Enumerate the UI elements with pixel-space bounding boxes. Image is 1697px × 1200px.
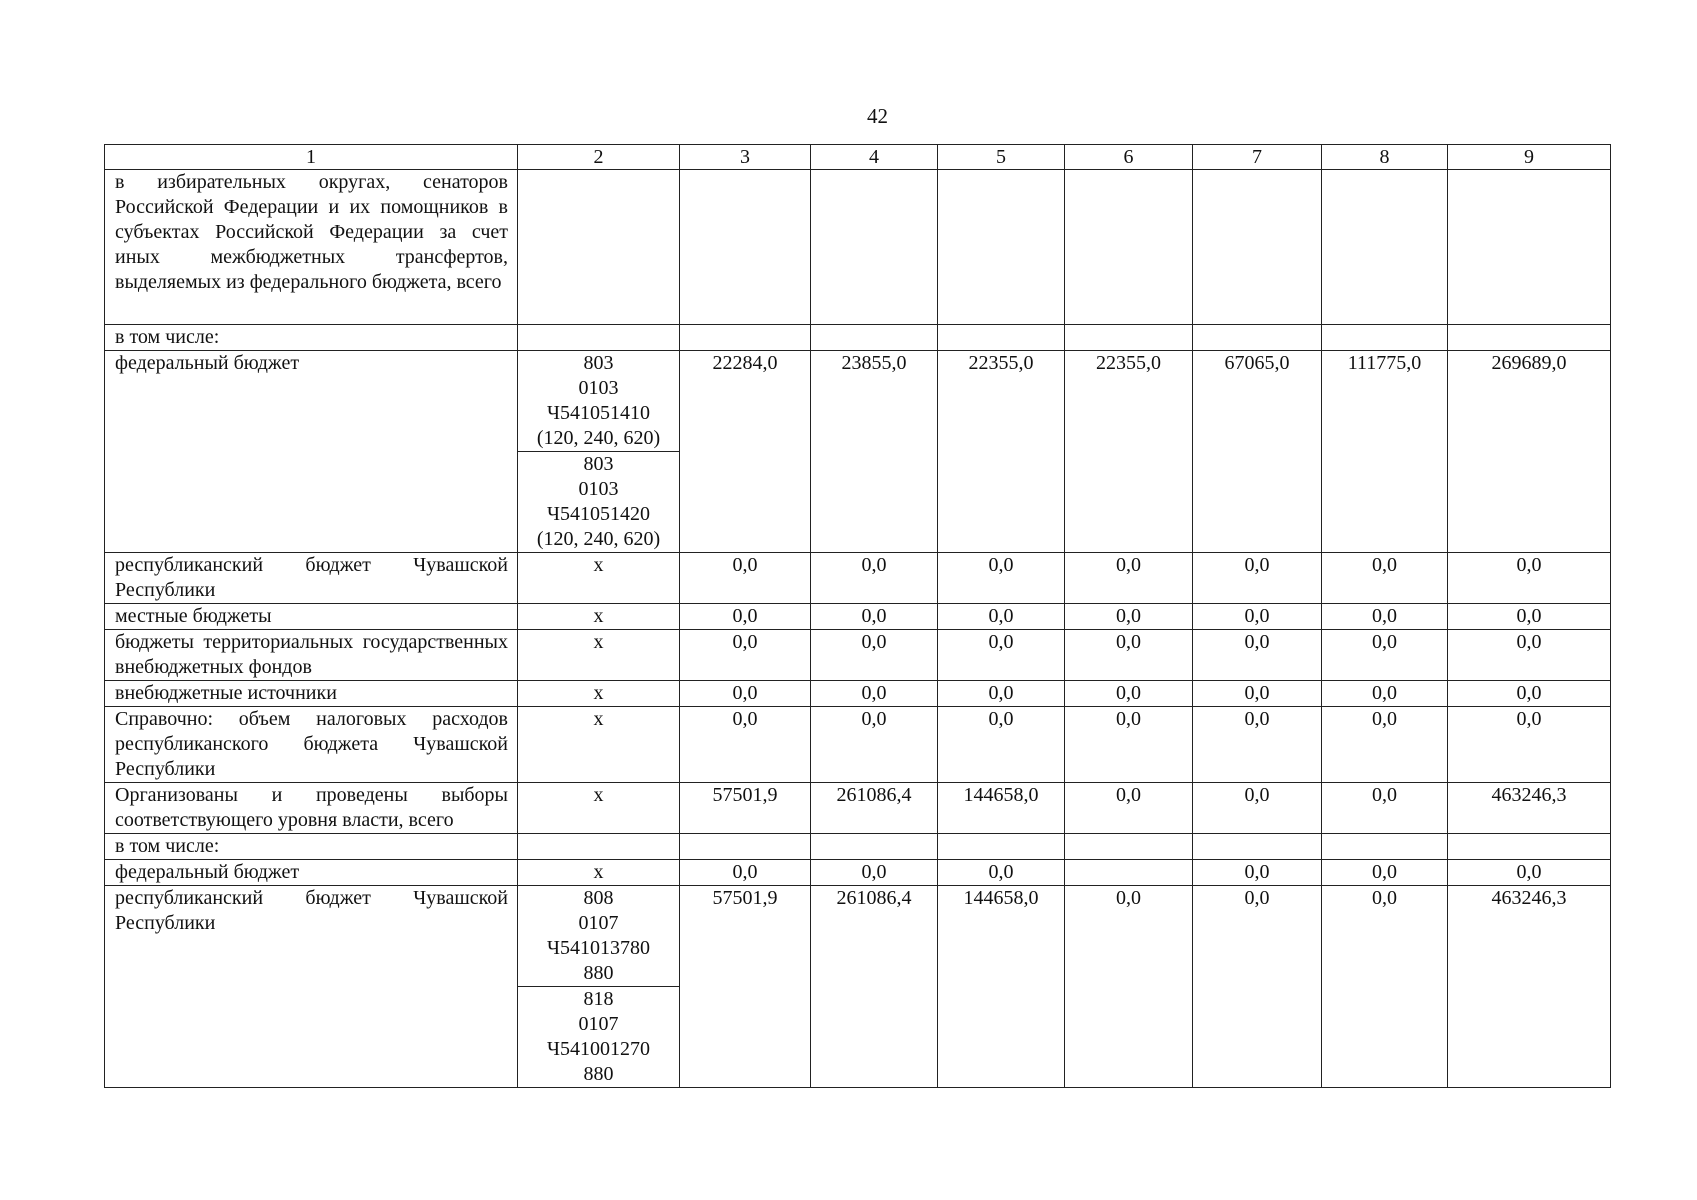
table-row bbox=[105, 783, 1611, 834]
value-cell: 0,0 bbox=[1322, 681, 1448, 707]
value-cell: 261086,4 bbox=[811, 783, 938, 834]
budget-code-cell bbox=[518, 681, 680, 707]
row-label: бюджеты территориальных государственных внебюджетных фондов bbox=[105, 630, 518, 681]
table-row bbox=[105, 630, 1611, 681]
table-row bbox=[105, 860, 1611, 886]
value-cell bbox=[1065, 325, 1193, 351]
value-cell: 0,0 bbox=[1193, 860, 1322, 886]
budget-code-cell bbox=[518, 325, 680, 351]
value-cell: 0,0 bbox=[1448, 860, 1611, 886]
table-header-row bbox=[105, 145, 1611, 170]
value-cell: 0,0 bbox=[1065, 783, 1193, 834]
value-cell: 0,0 bbox=[1448, 707, 1611, 783]
value-cell: 0,0 bbox=[680, 630, 811, 681]
value-cell: 0,0 bbox=[938, 707, 1065, 783]
column-header: 1 bbox=[105, 145, 518, 170]
table-row bbox=[105, 886, 1611, 1088]
value-cell: 0,0 bbox=[1065, 553, 1193, 604]
budget-code-cell bbox=[518, 834, 680, 860]
column-header: 7 bbox=[1193, 145, 1322, 170]
row-label: в том числе: bbox=[105, 834, 518, 860]
value-cell: 0,0 bbox=[938, 553, 1065, 604]
value-cell: 0,0 bbox=[938, 860, 1065, 886]
value-cell bbox=[680, 325, 811, 351]
value-cell: 0,0 bbox=[1448, 604, 1611, 630]
column-header: 5 bbox=[938, 145, 1065, 170]
value-cell: 0,0 bbox=[680, 681, 811, 707]
table-row bbox=[105, 681, 1611, 707]
value-cell: 0,0 bbox=[1065, 604, 1193, 630]
budget-code-cell bbox=[518, 351, 680, 553]
value-cell: 0,0 bbox=[811, 860, 938, 886]
value-cell: 22355,0 bbox=[938, 351, 1065, 553]
value-cell bbox=[811, 325, 938, 351]
value-cell: 22284,0 bbox=[680, 351, 811, 553]
budget-code: x bbox=[593, 682, 604, 704]
table-row bbox=[105, 325, 1611, 351]
table-row bbox=[105, 553, 1611, 604]
page-number: 42 bbox=[867, 104, 888, 128]
budget-code: x bbox=[593, 631, 604, 653]
value-cell: 144658,0 bbox=[938, 783, 1065, 834]
value-cell: 463246,3 bbox=[1448, 886, 1611, 1088]
table-row bbox=[105, 707, 1611, 783]
value-cell: 57501,9 bbox=[680, 886, 811, 1088]
value-cell: 0,0 bbox=[938, 681, 1065, 707]
budget-table bbox=[104, 144, 1611, 1088]
budget-code-cell bbox=[518, 630, 680, 681]
value-cell bbox=[938, 170, 1065, 325]
value-cell: 0,0 bbox=[938, 604, 1065, 630]
value-cell: 0,0 bbox=[1322, 630, 1448, 681]
value-cell bbox=[680, 834, 811, 860]
value-cell bbox=[1065, 860, 1193, 886]
value-cell bbox=[1322, 325, 1448, 351]
value-cell: 0,0 bbox=[1065, 886, 1193, 1088]
value-cell bbox=[811, 834, 938, 860]
row-label: республиканский бюджет Чувашской Республики bbox=[105, 553, 518, 604]
row-label: в том числе: bbox=[105, 325, 518, 351]
table-row bbox=[105, 604, 1611, 630]
value-cell: 0,0 bbox=[1448, 681, 1611, 707]
value-cell: 0,0 bbox=[1193, 681, 1322, 707]
value-cell: 261086,4 bbox=[811, 886, 938, 1088]
budget-code-cell bbox=[518, 553, 680, 604]
value-cell: 0,0 bbox=[1322, 707, 1448, 783]
value-cell: 0,0 bbox=[680, 604, 811, 630]
value-cell: 22355,0 bbox=[1065, 351, 1193, 553]
value-cell: 0,0 bbox=[811, 681, 938, 707]
value-cell bbox=[938, 834, 1065, 860]
value-cell: 0,0 bbox=[680, 553, 811, 604]
row-label: федеральный бюджет bbox=[105, 860, 518, 886]
value-cell bbox=[1193, 834, 1322, 860]
value-cell bbox=[1448, 170, 1611, 325]
value-cell bbox=[680, 170, 811, 325]
value-cell: 0,0 bbox=[1193, 604, 1322, 630]
value-cell: 0,0 bbox=[1322, 604, 1448, 630]
budget-code-cell bbox=[518, 604, 680, 630]
row-label: внебюджетные источники bbox=[105, 681, 518, 707]
value-cell: 463246,3 bbox=[1448, 783, 1611, 834]
row-label: Организованы и проведены выборы соответствующего уровня власти, всего bbox=[105, 783, 518, 834]
row-label: Справочно: объем налоговых расходов республиканского бюджета Чувашской Республики bbox=[105, 707, 518, 783]
value-cell bbox=[1322, 834, 1448, 860]
value-cell: 0,0 bbox=[1193, 553, 1322, 604]
column-header: 6 bbox=[1065, 145, 1193, 170]
table-body bbox=[105, 170, 1611, 1088]
column-header: 9 bbox=[1448, 145, 1611, 170]
value-cell: 0,0 bbox=[680, 860, 811, 886]
value-cell: 0,0 bbox=[1322, 860, 1448, 886]
budget-code: x bbox=[593, 605, 604, 627]
value-cell: 0,0 bbox=[1065, 707, 1193, 783]
value-cell: 0,0 bbox=[1322, 553, 1448, 604]
value-cell: 0,0 bbox=[1322, 886, 1448, 1088]
value-cell: 0,0 bbox=[1322, 783, 1448, 834]
value-cell: 111775,0 bbox=[1322, 351, 1448, 553]
budget-code: x bbox=[593, 708, 604, 730]
value-cell: 0,0 bbox=[811, 604, 938, 630]
value-cell: 0,0 bbox=[1065, 681, 1193, 707]
value-cell: 67065,0 bbox=[1193, 351, 1322, 553]
table-row bbox=[105, 834, 1611, 860]
budget-code-cell bbox=[518, 886, 680, 1088]
value-cell: 0,0 bbox=[1193, 707, 1322, 783]
budget-code-cell bbox=[518, 783, 680, 834]
value-cell: 0,0 bbox=[1193, 630, 1322, 681]
value-cell: 269689,0 bbox=[1448, 351, 1611, 553]
budget-code: 803 0103 Ч541051420 (120, 240, 620) bbox=[518, 451, 679, 552]
value-cell: 0,0 bbox=[811, 630, 938, 681]
value-cell: 57501,9 bbox=[680, 783, 811, 834]
value-cell bbox=[1065, 170, 1193, 325]
column-header: 8 bbox=[1322, 145, 1448, 170]
value-cell bbox=[811, 170, 938, 325]
value-cell: 0,0 bbox=[1193, 783, 1322, 834]
budget-code: 818 0107 Ч541001270 880 bbox=[518, 986, 679, 1087]
value-cell bbox=[1193, 170, 1322, 325]
value-cell bbox=[1065, 834, 1193, 860]
row-label: в избирательных округах, сенаторов Российской Федерации и их помощников в субъектах Российской Федерации за счет иных межбюджетных трансфертов, выделяемых из федерального бюджета, всего bbox=[105, 170, 518, 325]
budget-code-cell bbox=[518, 170, 680, 325]
column-header: 4 bbox=[811, 145, 938, 170]
budget-code: x bbox=[593, 554, 604, 576]
value-cell: 0,0 bbox=[1065, 630, 1193, 681]
value-cell: 144658,0 bbox=[938, 886, 1065, 1088]
budget-code: 808 0107 Ч541013780 880 bbox=[547, 887, 650, 984]
value-cell: 0,0 bbox=[811, 707, 938, 783]
table-row bbox=[105, 170, 1611, 325]
column-header: 3 bbox=[680, 145, 811, 170]
value-cell: 0,0 bbox=[1448, 553, 1611, 604]
value-cell: 23855,0 bbox=[811, 351, 938, 553]
value-cell bbox=[1448, 834, 1611, 860]
row-label: республиканский бюджет Чувашской Республики bbox=[105, 886, 518, 1088]
value-cell bbox=[938, 325, 1065, 351]
budget-code: 803 0103 Ч541051410 (120, 240, 620) bbox=[536, 352, 661, 449]
budget-code: x bbox=[593, 861, 604, 883]
value-cell: 0,0 bbox=[1448, 630, 1611, 681]
value-cell bbox=[1448, 325, 1611, 351]
value-cell: 0,0 bbox=[938, 630, 1065, 681]
value-cell: 0,0 bbox=[1193, 886, 1322, 1088]
value-cell: 0,0 bbox=[811, 553, 938, 604]
value-cell bbox=[1193, 325, 1322, 351]
row-label: местные бюджеты bbox=[105, 604, 518, 630]
budget-code-cell bbox=[518, 860, 680, 886]
table-row bbox=[105, 351, 1611, 553]
budget-code: x bbox=[593, 784, 604, 806]
row-label: федеральный бюджет bbox=[105, 351, 518, 553]
value-cell bbox=[1322, 170, 1448, 325]
value-cell: 0,0 bbox=[680, 707, 811, 783]
budget-code-cell bbox=[518, 707, 680, 783]
column-header: 2 bbox=[518, 145, 680, 170]
